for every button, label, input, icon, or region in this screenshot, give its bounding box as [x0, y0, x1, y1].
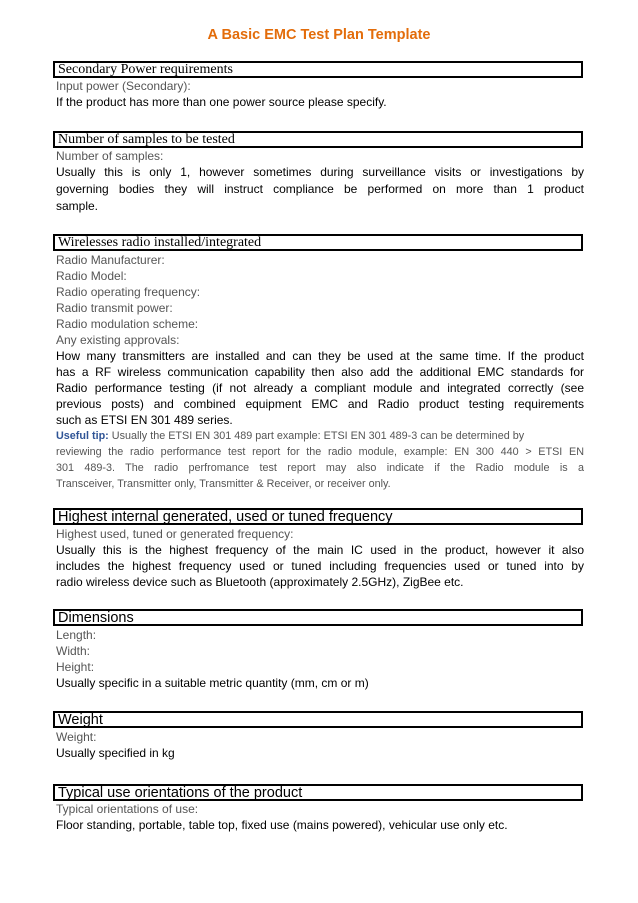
- field-radio-modulation-scheme: Radio modulation scheme:: [56, 317, 199, 331]
- field-radio-transmit-power: Radio transmit power:: [56, 301, 173, 315]
- useful-tip-line-2: reviewing the radio performance test report for the radio module, example: EN 300 440 > ETSI EN: [56, 446, 584, 458]
- field-length: Length:: [56, 628, 97, 642]
- section-heading-secondary-power: Secondary Power requirements: [53, 61, 583, 78]
- field-existing-approvals: Any existing approvals:: [56, 333, 180, 347]
- section-heading-highest-frequency: Highest internal generated, used or tuned frequency: [53, 508, 583, 525]
- section-heading-number-of-samples: Number of samples to be tested: [53, 131, 583, 148]
- page-title: A Basic EMC Test Plan Template: [207, 27, 431, 43]
- note-radio-line-1: How many transmitters are installed and can they be used at the same time. If the product: [56, 349, 584, 363]
- useful-tip-line-3: 301 489-3. The radio perfromance test report may also indicate if the Radio module is a: [56, 462, 584, 474]
- note-frequency-line-3: radio wireless device such as Bluetooth (approximately 2.5GHz), ZigBee etc.: [56, 575, 464, 589]
- field-radio-operating-frequency: Radio operating frequency:: [56, 285, 201, 299]
- note-secondary-power: If the product has more than one power source please specify.: [56, 95, 387, 109]
- useful-tip-label: Useful tip:: [56, 430, 109, 442]
- note-weight: Usually specified in kg: [56, 746, 175, 760]
- note-samples-line-2: governing bodies they will instruct compliance be performed on more than 1 product: [56, 182, 584, 196]
- useful-tip-line-1: [56, 429, 584, 444]
- note-radio-line-3: Radio performance testing (if not already a compliant module and integrated correctly (see: [56, 381, 584, 395]
- note-samples-line-1: Usually this is only 1, however sometimes during surveillance visits or investigations by: [56, 165, 584, 179]
- field-height: Height:: [56, 660, 95, 674]
- useful-tip-text-1: Usually the ETSI EN 301 489 part example: ETSI EN 301 489-3 can be determined by: [111, 430, 525, 442]
- field-radio-model: Radio Model:: [56, 269, 127, 283]
- section-heading-wireless-radio: Wirelesses radio installed/integrated: [53, 234, 583, 251]
- note-radio-line-4: previous posts) and combined equipment EMC and Radio product testing requirements: [56, 397, 584, 411]
- section-heading-dimensions: Dimensions: [53, 609, 583, 626]
- note-samples-line-3: sample.: [56, 199, 99, 213]
- section-heading-use-orientations: Typical use orientations of the product: [53, 784, 583, 801]
- note-radio-line-5: such as ETSI EN 301 489 series.: [56, 413, 233, 427]
- note-frequency-line-2: includes the highest frequency used or tuned including frequencies used or tuned into by: [56, 559, 584, 573]
- field-weight: Weight:: [56, 730, 97, 744]
- note-radio-line-2: has a RF wireless communication capability then also add the additional EMC standards for: [56, 365, 584, 379]
- field-input-power-secondary: Input power (Secondary):: [56, 79, 191, 93]
- field-width: Width:: [56, 644, 91, 658]
- field-highest-frequency: Highest used, tuned or generated frequency:: [56, 527, 294, 541]
- note-dimensions: Usually specific in a suitable metric quantity (mm, cm or m): [56, 676, 369, 690]
- section-heading-weight: Weight: [53, 711, 583, 728]
- useful-tip-line-4: Transceiver, Transmitter only, Transmitter & Receiver, or receiver only.: [56, 478, 391, 490]
- field-radio-manufacturer: Radio Manufacturer:: [56, 253, 165, 267]
- field-orientations-of-use: Typical orientations of use:: [56, 802, 199, 816]
- field-number-of-samples: Number of samples:: [56, 149, 164, 163]
- note-frequency-line-1: Usually this is the highest frequency of the main IC used in the product, however it also: [56, 543, 584, 557]
- note-orientations: Floor standing, portable, table top, fixed use (mains powered), vehicular use only etc.: [56, 818, 508, 832]
